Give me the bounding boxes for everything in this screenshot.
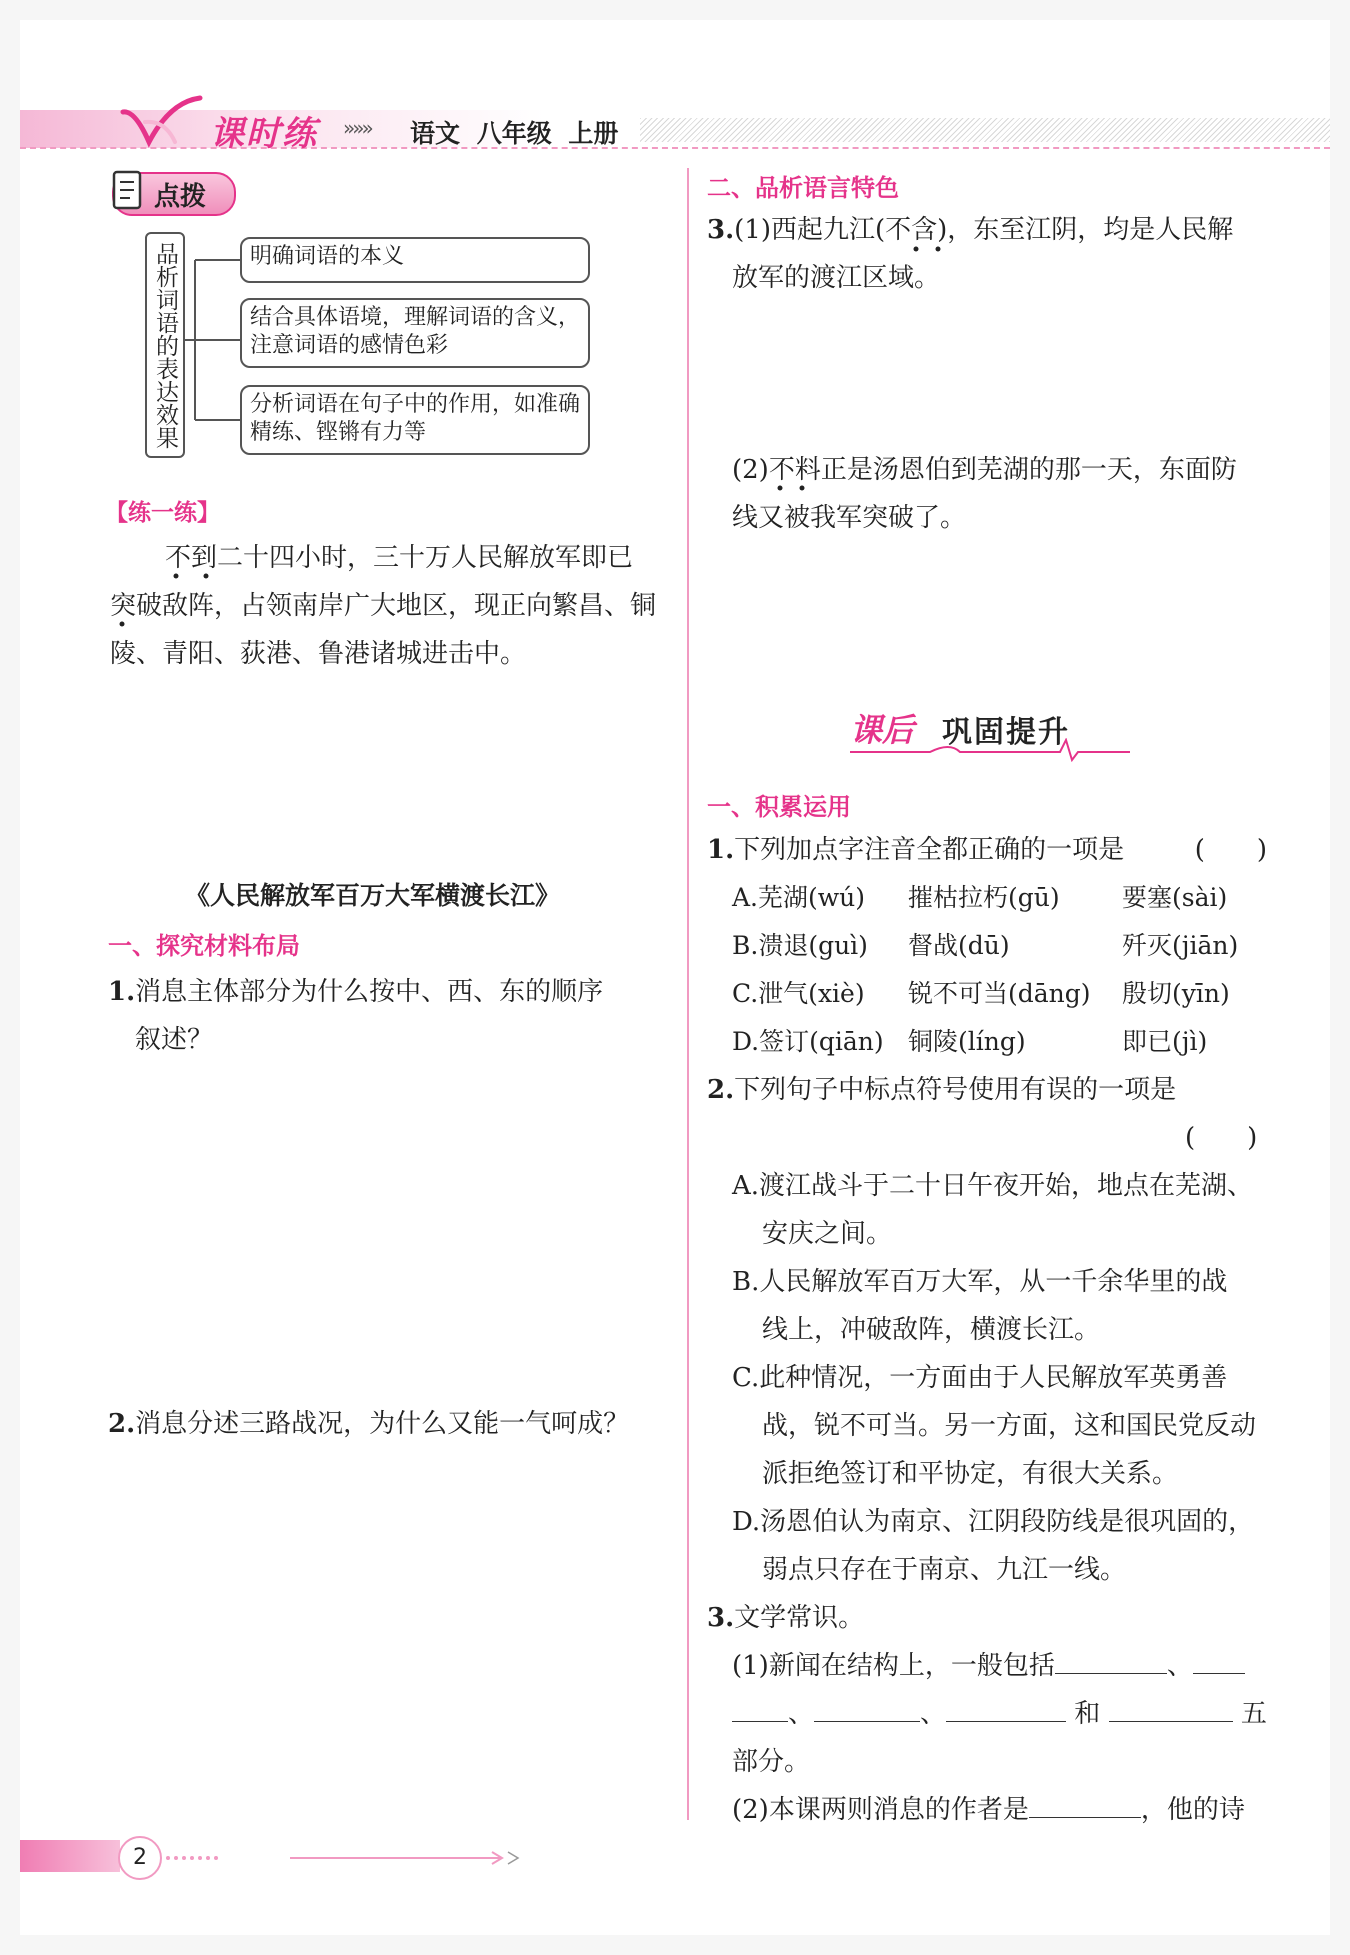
practice-line-2: 突破敌阵，占领南岸广大地区，现正向繁昌、铜 bbox=[110, 591, 657, 621]
mc-question-2 bbox=[707, 1066, 1176, 1114]
q2-option-A-line-1: A.渡江战斗于二十日午夜开始，地点在芜湖、 bbox=[732, 1171, 1254, 1201]
question-1-number: 1. bbox=[108, 977, 136, 1007]
question-2 bbox=[108, 1400, 629, 1448]
option-C-1: C.泄气(xiè) bbox=[732, 979, 865, 1008]
question-literature-text: 文学常识。 bbox=[734, 1603, 865, 1633]
mindmap-root: 品析词语的表达效果 bbox=[145, 232, 185, 458]
title-underline-decoration bbox=[850, 738, 1130, 762]
blank-1[interactable] bbox=[1055, 1647, 1167, 1674]
emphasis-dots bbox=[772, 484, 812, 494]
option-A-1: A.芜湖(wú) bbox=[732, 883, 866, 912]
mindmap-branch-2: 结合具体语境，理解词语的含义，注意词语的感情色彩 bbox=[240, 298, 590, 368]
blank-2a[interactable] bbox=[1193, 1647, 1245, 1674]
brand-title: 课时练 bbox=[210, 114, 318, 154]
q2-option-B-line-1: B.人民解放军百万大军，从一千余华里的战 bbox=[732, 1267, 1228, 1297]
emphasis-dot bbox=[112, 620, 132, 630]
after-class-label: 课后 bbox=[850, 711, 915, 749]
page-number: 2 bbox=[118, 1836, 162, 1880]
mindmap-branch-1: 明确词语的本义 bbox=[240, 237, 590, 283]
q2-option-A-line-2: 安庆之间。 bbox=[762, 1219, 893, 1249]
option-A-3: 要塞(sài) bbox=[1122, 883, 1228, 912]
mindmap-branch-3: 分析词语在句子中的作用，如准确精练、铿锵有力等 bbox=[240, 385, 590, 455]
mc-question-1-text: 下列加点字注音全都正确的一项是 bbox=[734, 835, 1125, 865]
practice-label: 【练一练】 bbox=[105, 500, 220, 526]
fill-line-3: 部分。 bbox=[732, 1747, 811, 1777]
blank-2b[interactable] bbox=[732, 1695, 788, 1722]
question-1-line-1: 消息主体部分为什么按中、西、东的顺序 bbox=[135, 977, 604, 1007]
fill-line-1 bbox=[732, 1642, 1245, 1690]
option-D-3: 即已(jì) bbox=[1122, 1027, 1208, 1056]
footer-arrow-decoration bbox=[160, 1846, 530, 1870]
question-3-1-line-2: 放军的渡江区域。 bbox=[732, 263, 941, 293]
column-divider bbox=[687, 168, 689, 1820]
option-D-2: 铜陵(líng) bbox=[908, 1027, 1026, 1056]
section-explore-layout: 一、探究材料布局 bbox=[108, 932, 300, 960]
fill-2-prompt: (2)本课两则消息的作者是 bbox=[732, 1795, 1029, 1825]
mc-question-1-number: 1. bbox=[707, 835, 735, 865]
fill-and: 和 bbox=[1074, 1699, 1101, 1729]
header-arrows: »»» bbox=[343, 116, 371, 140]
q2-option-D-line-1: D.汤恩伯认为南京、江阴段防线是很巩固的， bbox=[732, 1507, 1255, 1537]
q2-option-D-line-2: 弱点只存在于南京、九江一线。 bbox=[762, 1555, 1127, 1585]
option-D-1: D.签订(qiān) bbox=[732, 1027, 884, 1056]
blank-5[interactable] bbox=[1109, 1695, 1233, 1722]
tip-badge bbox=[112, 172, 236, 216]
checkmark-logo-icon bbox=[115, 92, 205, 152]
blank-3[interactable] bbox=[814, 1695, 920, 1722]
practice-line-1-text: 不到二十四小时，三十万人民解放军即已 bbox=[165, 543, 634, 573]
q2-option-C-line-3: 派拒绝签订和平协定，有很大关系。 bbox=[762, 1459, 1179, 1489]
option-C-2: 锐不可当(dāng) bbox=[908, 979, 1091, 1008]
mc-question-2-text: 下列句子中标点符号使用有误的一项是 bbox=[734, 1075, 1177, 1105]
header-hatch bbox=[640, 118, 1330, 142]
consolidate-title: 巩固提升 bbox=[942, 715, 1070, 750]
option-B-3: 歼灭(jiān) bbox=[1122, 931, 1239, 960]
blank-author[interactable] bbox=[1029, 1791, 1141, 1818]
emphasis-dots bbox=[908, 245, 948, 255]
question-3-2-line-2: 线又被我军突破了。 bbox=[732, 503, 967, 533]
blank-4[interactable] bbox=[946, 1695, 1066, 1722]
question-3-1 bbox=[707, 206, 1233, 254]
answer-paren-2[interactable]: ( ) bbox=[1185, 1123, 1258, 1153]
practice-line-3: 陵、青阳、荻港、鲁港诸城进击中。 bbox=[110, 639, 527, 669]
mc-question-1 bbox=[707, 826, 1267, 874]
question-literature-number: 3. bbox=[707, 1603, 735, 1633]
option-B-2: 督战(dū) bbox=[908, 931, 1010, 960]
section-accumulate: 一、积累运用 bbox=[707, 793, 851, 821]
question-3-1-line-1: (1)西起九江(不含)，东至江阴，均是人民解 bbox=[734, 215, 1234, 245]
emphasis-dots bbox=[170, 572, 230, 582]
mc-question-2-number: 2. bbox=[707, 1075, 735, 1105]
mindmap-connector bbox=[183, 240, 243, 440]
separator: 、 bbox=[788, 1699, 815, 1729]
fill-line-4 bbox=[732, 1786, 1245, 1834]
fill-five: 五 bbox=[1240, 1699, 1267, 1729]
separator: 、 bbox=[1166, 1651, 1193, 1681]
notebook-icon bbox=[108, 168, 148, 216]
fill-1-prompt: (1)新闻在结构上，一般包括 bbox=[732, 1651, 1055, 1681]
question-1 bbox=[108, 968, 603, 1016]
option-A-2: 摧枯拉朽(gū) bbox=[908, 883, 1060, 912]
option-C-3: 殷切(yīn) bbox=[1122, 979, 1230, 1008]
fill-line-2 bbox=[732, 1690, 1267, 1738]
question-3-number: 3. bbox=[707, 215, 735, 245]
question-2-number: 2. bbox=[108, 1409, 136, 1439]
question-2-text: 消息分述三路战况，为什么又能一气呵成？ bbox=[135, 1409, 630, 1439]
fill-2-suffix: ，他的诗 bbox=[1140, 1795, 1245, 1825]
tip-label: 点拨 bbox=[154, 182, 207, 212]
footer-band bbox=[20, 1840, 120, 1872]
q2-option-C-line-2: 战，锐不可当。另一方面，这和国民党反动 bbox=[762, 1411, 1257, 1441]
section-language-features: 二、品析语言特色 bbox=[707, 174, 899, 202]
article-title: 《人民解放军百万大军横渡长江》 bbox=[185, 881, 561, 910]
subject-label: 语文 八年级 上册 bbox=[410, 119, 619, 148]
option-B-1: B.溃退(guì) bbox=[732, 931, 868, 960]
question-1-line-2: 叙述？ bbox=[135, 1025, 214, 1055]
question-3-2-line-1: (2)不料正是汤恩伯到芜湖的那一天，东面防 bbox=[732, 455, 1237, 485]
separator: 、 bbox=[920, 1699, 947, 1729]
q2-option-B-line-2: 线上，冲破敌阵，横渡长江。 bbox=[762, 1315, 1101, 1345]
answer-paren[interactable]: ( ) bbox=[1194, 835, 1267, 865]
practice-line-1 bbox=[165, 534, 633, 582]
q2-option-C-line-1: C.此种情况，一方面由于人民解放军英勇善 bbox=[732, 1363, 1228, 1393]
question-literature bbox=[707, 1594, 864, 1642]
